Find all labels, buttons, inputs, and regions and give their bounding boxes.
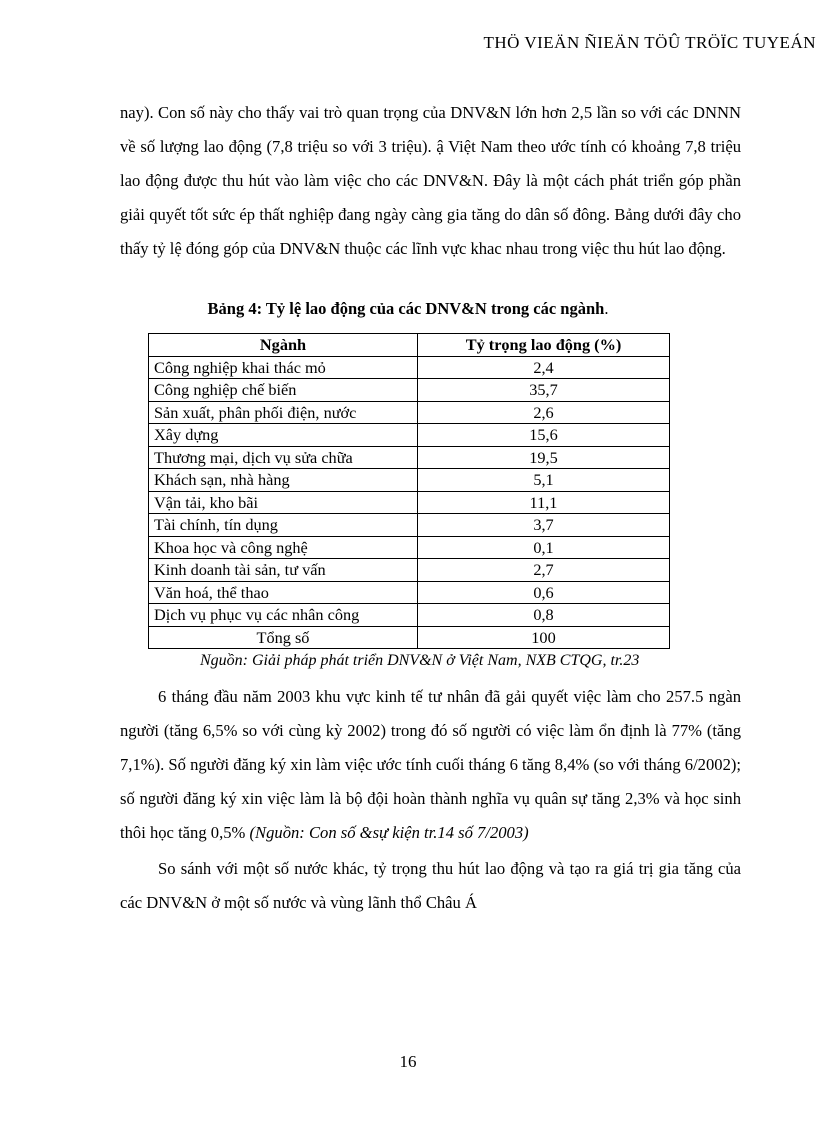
share-cell: 0,8 (418, 604, 670, 627)
table-row (149, 424, 670, 447)
share-cell: 2,6 (418, 401, 670, 424)
sector-cell: Công nghiệp khai thác mỏ (149, 356, 418, 379)
paragraph-2 (120, 680, 741, 850)
table-source-note: Nguồn: Giải pháp phát triển DNV&N ở Việt Nam, NXB CTQG, tr.23 (200, 652, 640, 669)
table-row (149, 446, 670, 469)
sector-cell: Sản xuất, phân phối điện, nước (149, 401, 418, 424)
table-header-row (149, 334, 670, 357)
running-header: THÖ VIEÄN ÑIEÄN TÖÛ TRÖÏC TUYEÁN (483, 33, 816, 52)
share-cell: 2,4 (418, 356, 670, 379)
total-value-cell: 100 (418, 626, 670, 649)
table-row (149, 379, 670, 402)
header-labor-share: Tỷ trọng lao động (%) (418, 334, 670, 357)
share-cell: 35,7 (418, 379, 670, 402)
sector-cell: Kinh doanh tài sản, tư vấn (149, 559, 418, 582)
table-row (149, 356, 670, 379)
sector-cell: Văn hoá, thể thao (149, 581, 418, 604)
table-row (149, 491, 670, 514)
share-cell: 3,7 (418, 514, 670, 537)
table-row (149, 604, 670, 627)
sector-cell: Thương mại, dịch vụ sửa chữa (149, 446, 418, 469)
share-cell: 15,6 (418, 424, 670, 447)
table-row (149, 536, 670, 559)
paragraph-2-citation: (Nguồn: Con số &sự kiện tr.14 số 7/2003) (249, 823, 529, 842)
total-label-cell: Tổng số (149, 626, 418, 649)
table-row (149, 401, 670, 424)
table-row (149, 514, 670, 537)
table-row (149, 581, 670, 604)
share-cell: 19,5 (418, 446, 670, 469)
share-cell: 0,1 (418, 536, 670, 559)
sector-cell: Khoa học và công nghệ (149, 536, 418, 559)
paragraph-3: So sánh với một số nước khác, tỷ trọng thu hút lao động và tạo ra giá trị gia tăng của các DNV&N ở một số nước và vùng lãnh thổ Châu Á (120, 859, 741, 912)
header-sector: Ngành (149, 334, 418, 357)
table-row (149, 559, 670, 582)
table-row (149, 469, 670, 492)
paragraph-1: nay). Con số này cho thấy vai trò quan trọng của DNV&N lớn hơn 2,5 lần so với các DNNN về số lượng lao động (7,8 triệu so với 3 triệu). ậ Việt Nam theo ước tính có khoảng 7,8 triệu lao động được thu hút vào làm việc cho các DNV&N. Đây là một cách phát triển góp phần giải quyết tốt sức ép thất nghiệp đang ngày càng gia tăng do dân số đông. Bảng dưới đây cho thấy tỷ lệ đóng góp của DNV&N thuộc các lĩnh vực khac nhau trong việc thu hút lao động. (120, 103, 741, 258)
sector-cell: Dịch vụ phục vụ các nhân công (149, 604, 418, 627)
share-cell: 2,7 (418, 559, 670, 582)
labor-share-table (148, 333, 670, 649)
page-number: 16 (399, 1052, 417, 1071)
share-cell: 11,1 (418, 491, 670, 514)
share-cell: 5,1 (418, 469, 670, 492)
sector-cell: Xây dựng (149, 424, 418, 447)
table-caption-period: . (604, 299, 609, 318)
sector-cell: Công nghiệp chế biến (149, 379, 418, 402)
table-caption-text: Bảng 4: Tỷ lệ lao động của các DNV&N trong các ngành (207, 299, 605, 318)
sector-cell: Tài chính, tín dụng (149, 514, 418, 537)
table-caption (0, 299, 816, 319)
paragraph-2-text: 6 tháng đầu năm 2003 khu vực kinh tế tư nhân đã gải quyết việc làm cho 257.5 ngàn người (tăng 6,5% so với cùng kỳ 2002) trong đó số người có việc làm ổn định là 77% (tăng 7,1%). Số người đăng ký xin làm việc ước tính cuối tháng 6 tăng 8,4% (so với tháng 6/2002); số người đăng ký xin việc làm là bộ đội hoàn thành nghĩa vụ quân sự tăng 2,3% và học sinh thôi học tăng 0,5% (120, 687, 741, 842)
sector-cell: Vận tải, kho bãi (149, 491, 418, 514)
sector-cell: Khách sạn, nhà hàng (149, 469, 418, 492)
table-total-row (149, 626, 670, 649)
share-cell: 0,6 (418, 581, 670, 604)
